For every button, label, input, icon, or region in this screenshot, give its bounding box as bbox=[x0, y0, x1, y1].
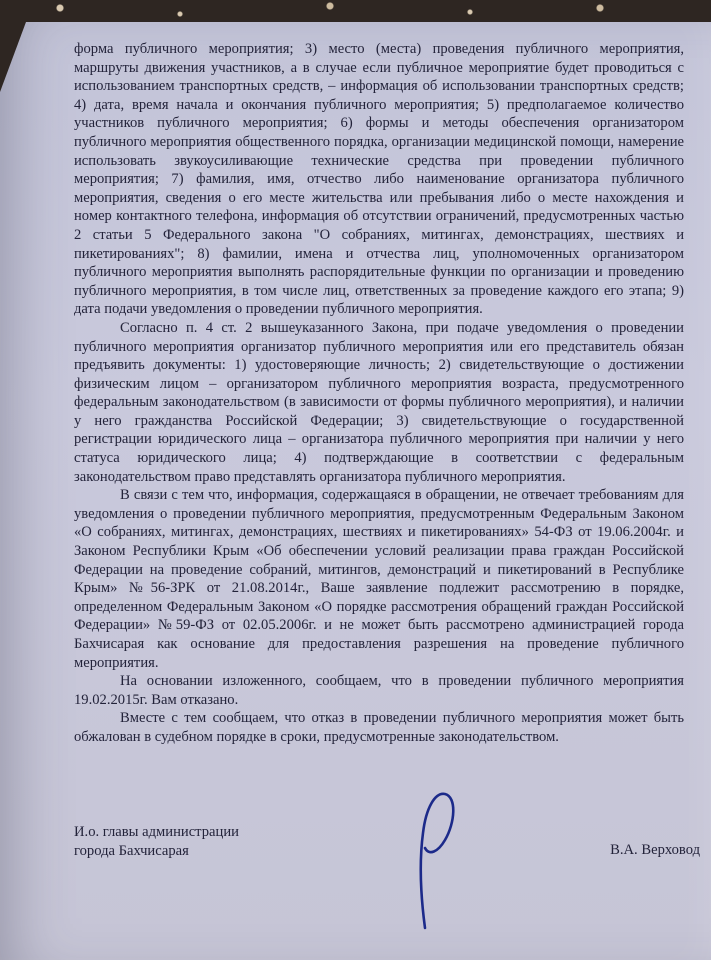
signatory-title bbox=[74, 823, 239, 860]
signatory-title-line1: И.о. главы администрации bbox=[74, 824, 239, 840]
signatory-name: В.А. Верховод bbox=[610, 842, 700, 858]
document-body bbox=[74, 40, 684, 747]
page-fold-shadow bbox=[0, 22, 26, 92]
paragraph-refusal: На основании изложенного, сообщаем, что в проведении публичного мероприятия 19.02.2015г. Вам отказано. bbox=[74, 673, 684, 708]
paragraph-required-documents: Согласно п. 4 ст. 2 вышеуказанного Закона, при подаче уведомления о проведении публичного мероприятия организатор публичного мероприятия или его представитель обязан предъявить документы: 1) удостоверяющие личность; 2) свидетельствующие о достижении физическим лицом – организатором публичного мероприятия возраста, предусмотренного федеральным законодательством (в зависимости от формы публичного мероприятия), и наличии у него гражданства Российской Федерации; 3) свидетельствующие о государственной регистрации юридического лица – организатора публичного мероприятия при наличии у него статуса юридического лица; 4) подтверждающие в соответствии с федеральным законодательством право представлять организатора публичного мероприятия. bbox=[74, 319, 684, 485]
paragraph-appeal-right: Вместе с тем сообщаем, что отказ в проведении публичного мероприятия может быть обжалован в судебном порядке в сроки, предусмотренные законодательством. bbox=[74, 710, 684, 745]
paragraph-requirements-list: форма публичного мероприятия; 3) место (места) проведения публичного мероприятия, маршруты движения участников, а в случае если публичное мероприятие будет проводиться с использованием транспортных средств, – информация об использовании транспортных средств; 4) дата, время начала и окончания публичного мероприятия; 5) предполагаемое количество участников публичного мероприятия; 6) формы и методы обеспечения организатором публичного мероприятия общественного порядка, организации медицинской помощи, намерение использовать звукоусиливающие технические средства при проведении публичного мероприятия; 7) фамилия, имя, отчество либо наименование организатора публичного мероприятия, сведения о его месте жительства или пребывания либо о месте нахождения и номер контактного телефона, информация об отсутствии ограничений, предусмотренных частью 2 статьи 5 Федерального закона "О собраниях, митингах, демонстрациях, шествиях и пикетированиях"; 8) фамилии, имена и отчества лиц, уполномоченных организатором публичного мероприятия выполнять распорядительные функции по организации и проведению публичного мероприятия, в том числе лиц, ответственных за проведение каждого его этапа; 9) дата подачи уведомления о проведении публичного мероприятия. bbox=[74, 41, 684, 318]
paragraph-legal-basis: В связи с тем что, информация, содержащаяся в обращении, не отвечает требованиям для уведомления о проведении публичного мероприятия, предусмотренным Федеральным Законом «О собраниях, митингах, демонстрациях, шествиях и пикетированиях» 54-ФЗ от 19.06.2004г. и Законом Республики Крым «Об обеспечении условий реализации права граждан Российской Федерации на проведение собраний, митингов, демонстраций и пикетирований в Республике Крым» №56-ЗРК от 21.08.2014г., Ваше заявление подлежит рассмотрению в порядке, определенном Федеральным Законом «О порядке рассмотрения обращений граждан Российской Федерации» №59-ФЗ от 02.05.2006г. и не может быть рассмотрено администрацией города Бахчисарая как основание для предоставления разрешения на проведение публичного мероприятия. bbox=[74, 487, 684, 671]
signatory-title-line2: города Бахчисарая bbox=[74, 842, 189, 859]
handwritten-signature bbox=[395, 778, 475, 938]
